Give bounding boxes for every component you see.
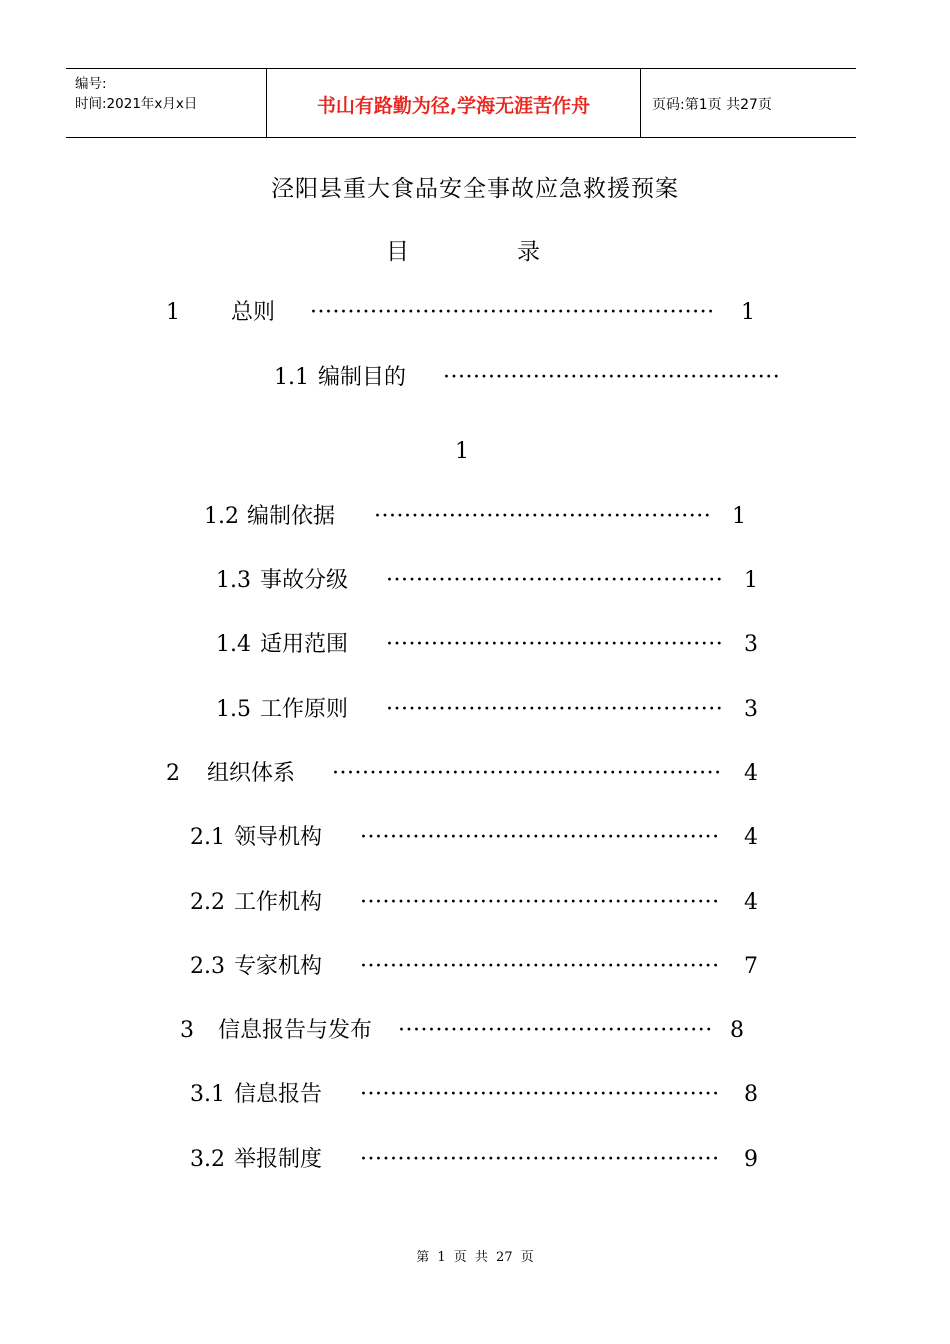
- toc-entry-title: 总则: [231, 300, 276, 325]
- toc-entry-number: 2.1: [190, 825, 225, 850]
- toc-entry-title: 编制目的: [318, 365, 407, 390]
- toc-entry-title: 领导机构: [234, 825, 323, 850]
- toc-leader-dots: ·············································: [386, 568, 724, 593]
- toc-heading-right: 录: [517, 239, 540, 265]
- toc-entry-title: 专家机构: [234, 954, 323, 979]
- toc-entry-title: 事故分级: [260, 568, 349, 593]
- toc-leader-dots: ·············································: [443, 365, 781, 390]
- toc-leader-dots: ················································: [360, 890, 720, 915]
- toc-entry-number: 1.3: [216, 568, 251, 593]
- header-page-cell: [640, 69, 856, 137]
- toc-leader-dots: ······················································: [310, 300, 715, 325]
- toc-leader-dots: ·············································: [386, 697, 724, 722]
- toc-entry-page: 4: [744, 890, 758, 915]
- toc-entry-title: 信息报告: [234, 1082, 323, 1107]
- toc-entry-title: 信息报告与发布: [218, 1018, 373, 1043]
- toc-entry-page: 1: [744, 568, 758, 593]
- toc-entry-page: 8: [744, 1082, 758, 1107]
- toc-leader-dots: ················································: [360, 825, 720, 850]
- toc-leader-dots: ················································: [360, 954, 720, 979]
- toc-leader-dots: ····················································: [332, 761, 722, 786]
- toc-entry-page: 1: [741, 300, 755, 325]
- toc-entry-number: 2.3: [190, 954, 225, 979]
- toc-entry-title: 工作机构: [234, 890, 323, 915]
- toc-entry-number: 1.1: [274, 365, 309, 390]
- toc-entry-page: 1: [732, 504, 746, 529]
- document-header: [66, 68, 856, 138]
- toc-entry-page: 3: [744, 697, 758, 722]
- toc-entry-title: 举报制度: [234, 1147, 323, 1172]
- toc-entry-title: 组织体系: [207, 761, 296, 786]
- header-motto-cell: [266, 69, 641, 137]
- toc-entry-page: 3: [744, 632, 758, 657]
- toc-entry-number: 1.4: [216, 632, 251, 657]
- toc-entry-title: 工作原则: [260, 697, 349, 722]
- header-meta-cell: [66, 69, 266, 137]
- toc-entry-page: 9: [744, 1147, 758, 1172]
- toc-entry-title: 适用范围: [260, 632, 349, 657]
- document-title: 泾阳县重大食品安全事故应急救援预案: [271, 176, 679, 202]
- toc-entry-number: 2.2: [190, 890, 225, 915]
- serial-label: 编号:: [75, 76, 107, 92]
- toc-heading-left: 目: [386, 239, 409, 265]
- toc-entry-page: 8: [730, 1018, 744, 1043]
- toc-leader-dots: ·············································: [386, 632, 724, 657]
- motto-text: 书山有路勤为径,学海无涯苦作舟: [316, 95, 591, 117]
- toc-entry-number: 3.2: [190, 1147, 225, 1172]
- toc-leader-dots: ················································: [360, 1147, 720, 1172]
- toc-entry-number: 3: [180, 1018, 194, 1043]
- toc-entry-number: 3.1: [190, 1082, 225, 1107]
- toc-entry-page: 1: [455, 439, 469, 464]
- toc-entry-number: 1: [166, 300, 180, 325]
- page-footer: 第 1 页 共 27 页: [416, 1250, 534, 1265]
- toc-entry-number: 1.2: [204, 504, 239, 529]
- toc-heading: [386, 233, 540, 266]
- page-info: 页码:第1页 共27页: [652, 97, 772, 113]
- time-label: 时间:2021年x月x日: [75, 96, 198, 112]
- toc-entry-number: 1.5: [216, 697, 251, 722]
- toc-entry-page: 7: [744, 954, 758, 979]
- toc-leader-dots: ·············································: [374, 504, 712, 529]
- toc-entry-number: 2: [166, 761, 180, 786]
- toc-entry-title: 编制依据: [247, 504, 336, 529]
- toc-entry-page: 4: [744, 761, 758, 786]
- toc-entry-page: 4: [744, 825, 758, 850]
- toc-leader-dots: ················································: [360, 1082, 720, 1107]
- toc-leader-dots: ··········································: [398, 1018, 713, 1043]
